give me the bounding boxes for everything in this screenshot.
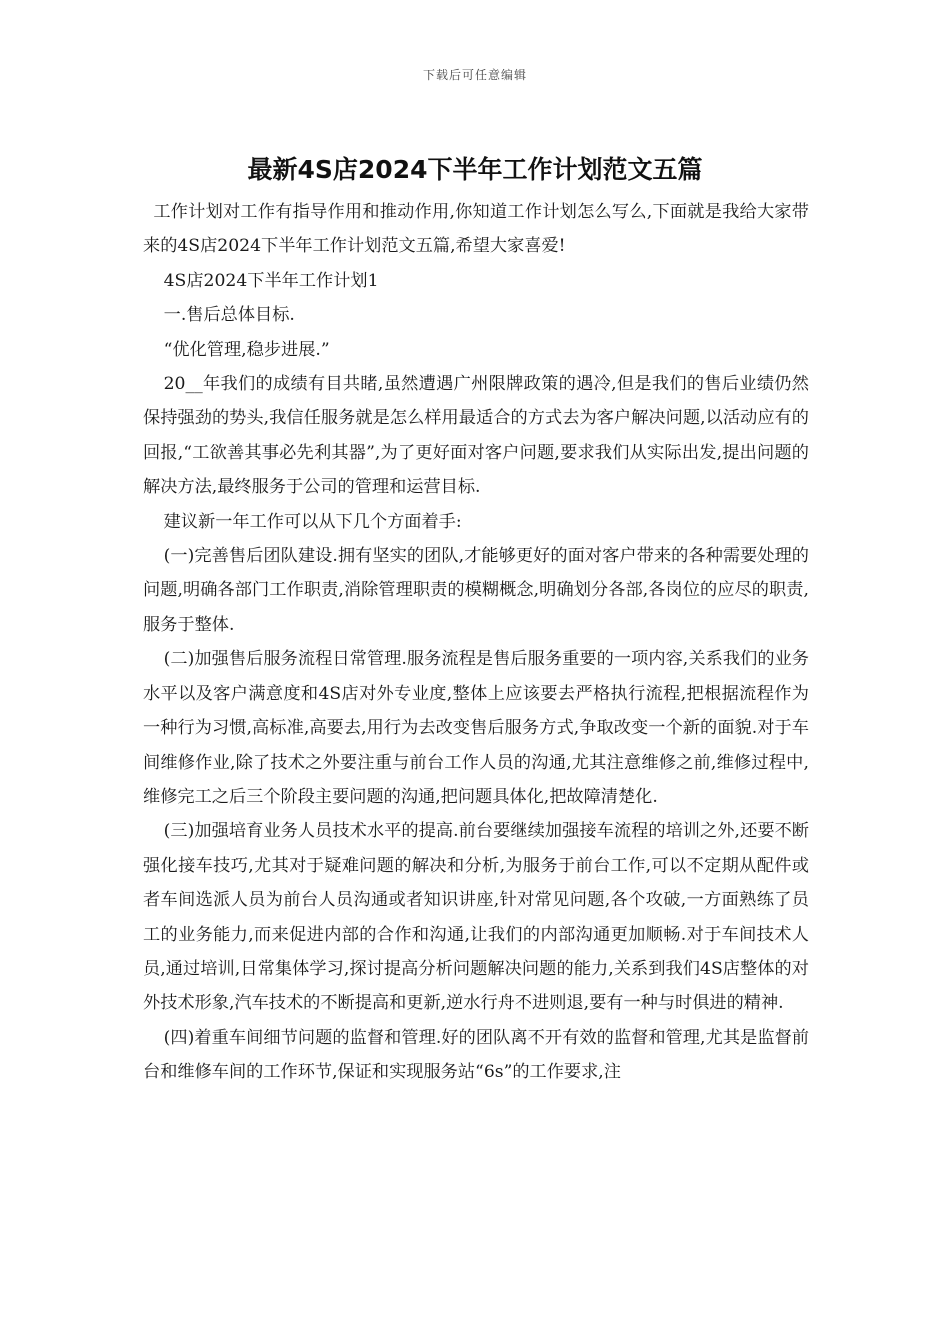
document-title: 最新4S店2024下半年工作计划范文五篇 [247,155,703,184]
list-item-paragraph: (一)完善售后团队建设.拥有坚实的团队,才能够更好的面对客户带来的各种需要处理的问题,明确各部门工作职责,消除管理职责的模糊概念,明确划分各部,各岗位的应尽的职责,服务于整体. [143,546,809,635]
subheading-goal: 一.售后总体目标. [163,305,295,326]
section-heading: 4S店2024下半年工作计划1 [163,270,379,291]
list-item-paragraph: (三)加强培育业务人员技术水平的提高.前台要继续加强接车流程的培训之外,还要不断强化接车技巧,尤其对于疑难问题的解决和分析,为服务于前台工作,可以不定期从配件或者车间选派人员为前台人员沟通或者知识讲座,针对常见问题,各个攻破,一方面熟练了员工的业务能力,而来促进内部的合作和沟通,让我们的内部沟通更加顺畅.对于车间技术人员,通过培训,日常集体学习,探讨提高分析问题解决问题的能力,关系到我们4S店整体的对外技术形象,汽车技术的不断提高和更新,逆水行舟不进则退,要有一种与时俱进的精神. [143,821,809,1014]
intro-paragraph: 工作计划对工作有指导作用和推动作用,你知道工作计划怎么写么,下面就是我给大家带来的4S店2024下半年工作计划范文五篇,希望大家喜爱! [143,202,809,257]
body-paragraph: 建议新一年工作可以从下几个方面着手: [163,511,462,532]
list-item-paragraph: (二)加强售后服务流程日常管理.服务流程是售后服务重要的一项内容,关系我们的业务水平以及客户满意度和4S店对外专业度,整体上应该要去严格执行流程,把根据流程作为一种行为习惯,高标准,高要去,用行为去改变售后服务方式,争取改变一个新的面貌.对于车间维修作业,除了技术之外要注重与前台工作人员的沟通,尤其注意维修之前,维修过程中,维修完工之后三个阶段主要问题的沟通,把问题具体化,把故障清楚化. [143,649,809,807]
body-paragraph: 20__年我们的成绩有目共睹,虽然遭遇广州限牌政策的遇冷,但是我们的售后业绩仍然保持强劲的势头,我信任服务就是怎么样用最适合的方式去为客户解决问题,以活动应有的回报,“工欲善其事必先利其器”,为了更好面对客户问题,要求我们从实际出发,提出问题的解决方法,最终服务于公司的管理和运营目标. [143,374,809,498]
header-note: 下载后可任意编辑 [422,68,527,82]
list-item-paragraph: (四)着重车间细节问题的监督和管理.好的团队离不开有效的监督和管理,尤其是监督前台和维修车间的工作环节,保证和实现服务站“6s”的工作要求,注 [143,1027,809,1083]
document-body [143,195,809,1090]
motto-paragraph: “优化管理,稳步进展.” [163,339,330,360]
